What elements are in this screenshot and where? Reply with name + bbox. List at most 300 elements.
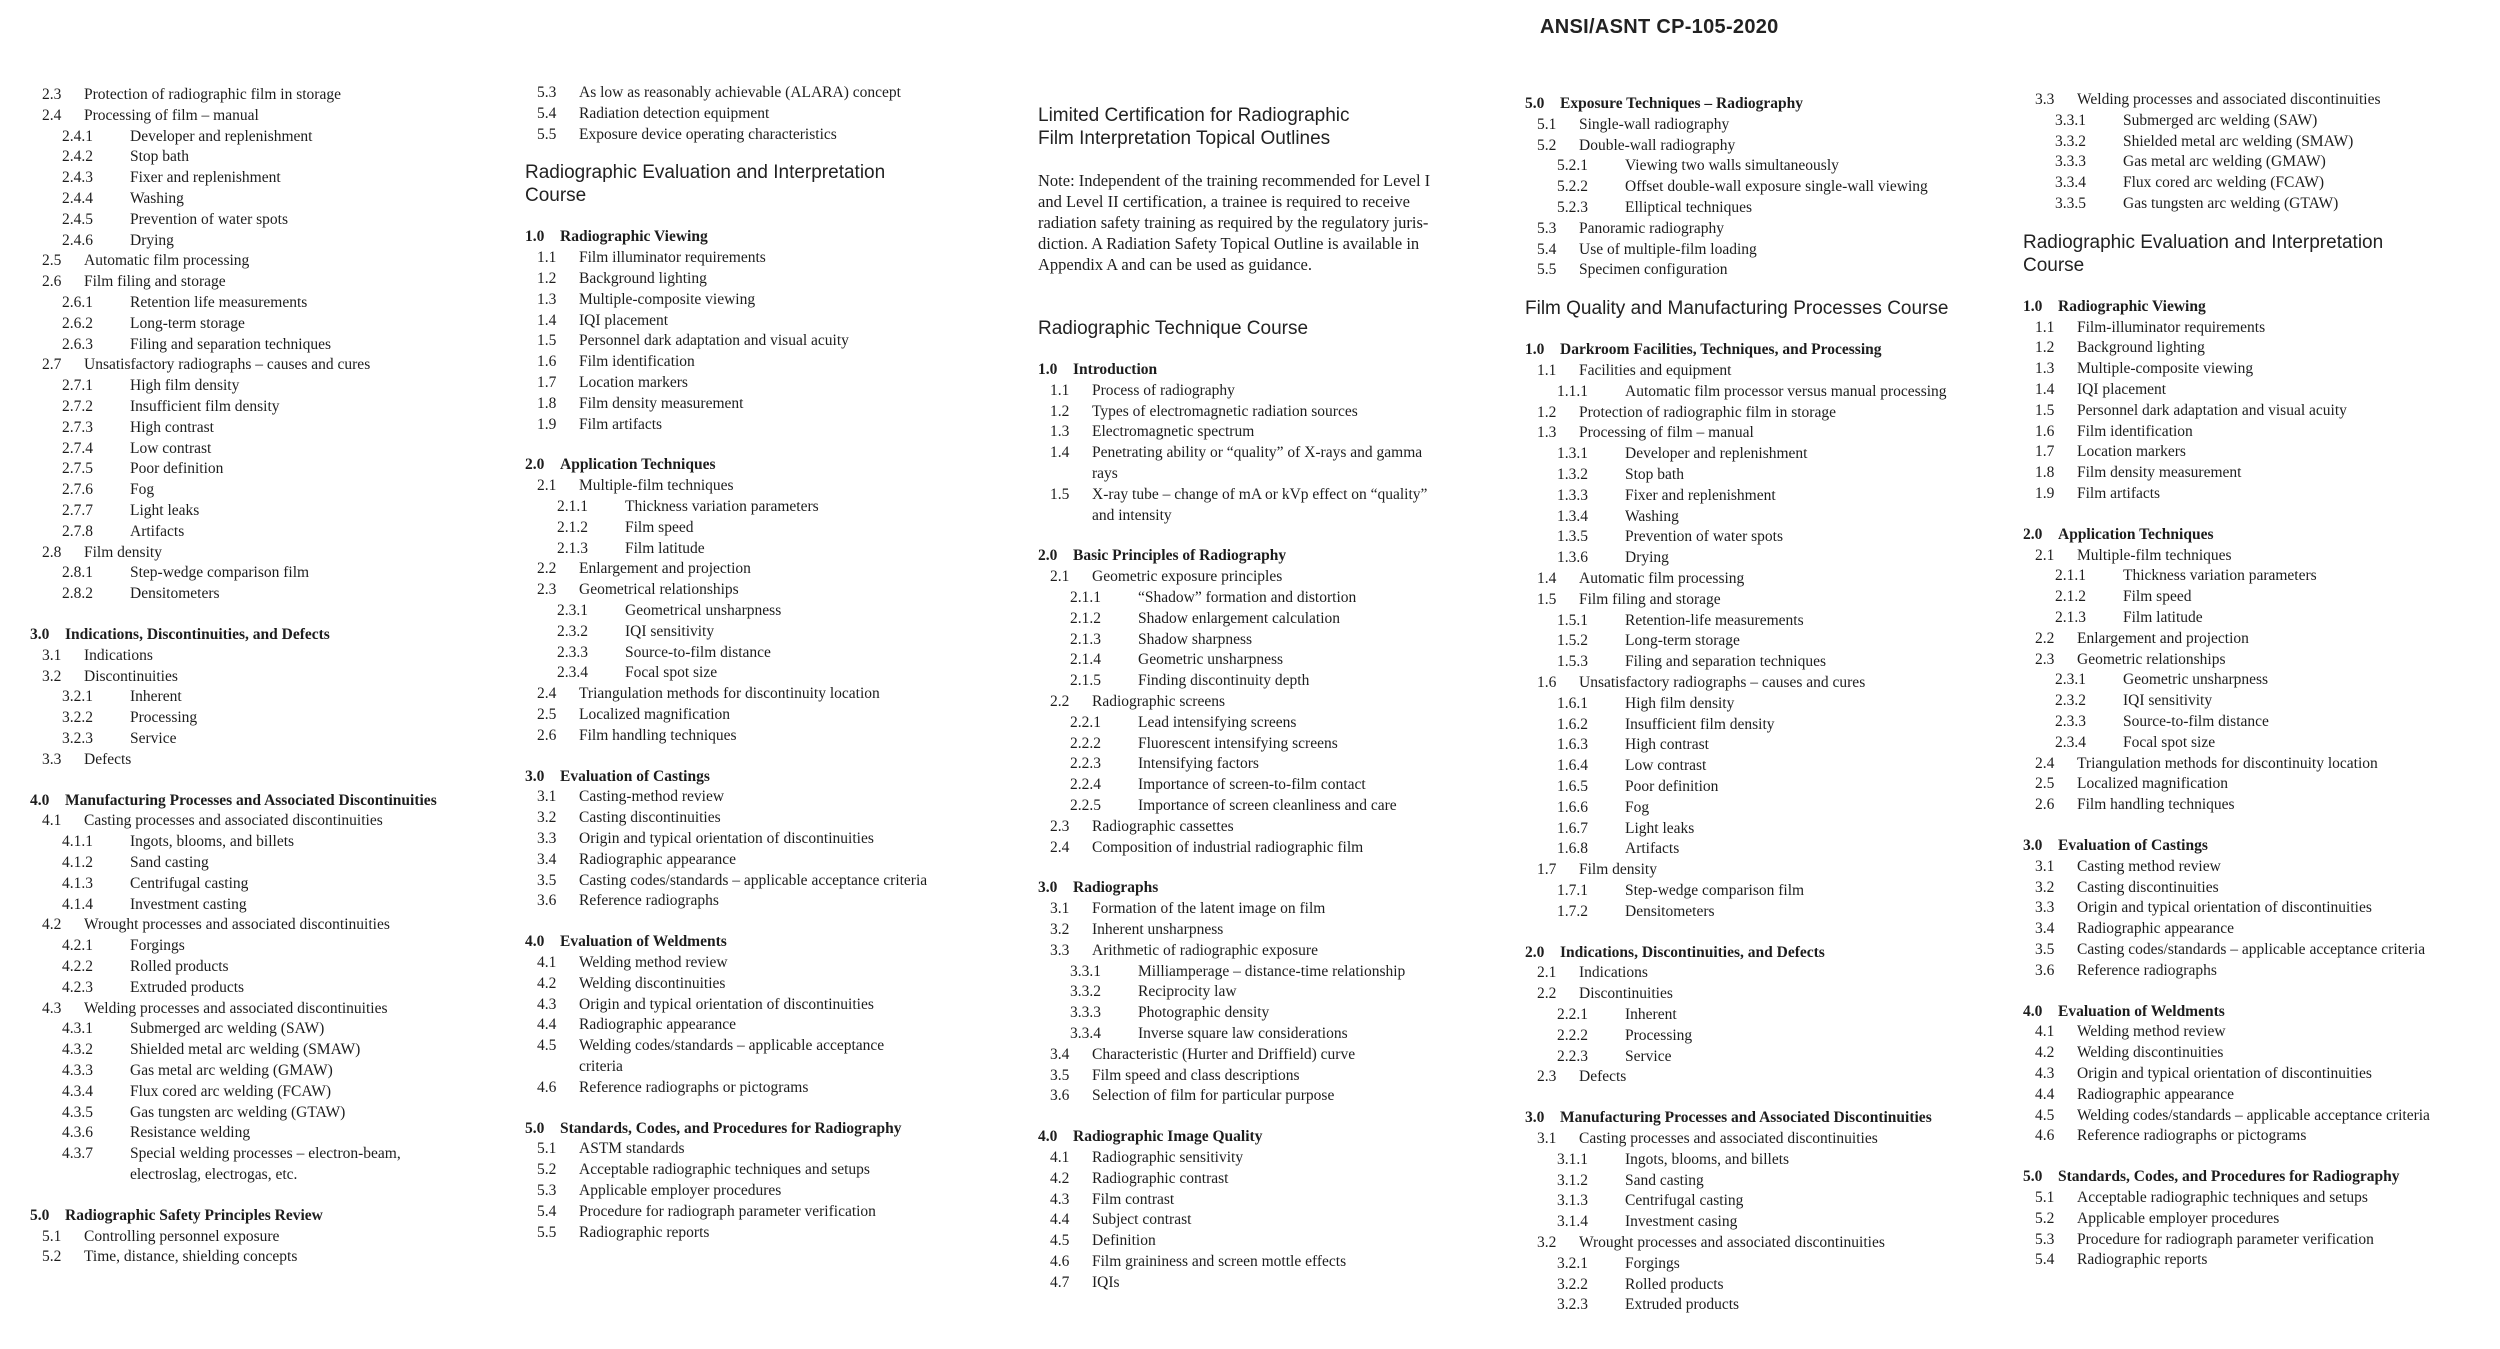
outline-text: Ingots, blooms, and billets: [1625, 1150, 1790, 1168]
outline-text: Gas metal arc welding (GMAW): [2123, 153, 2326, 171]
outline-text: Manufacturing Processes and Associated Discontinuities: [1560, 1109, 1932, 1127]
outline-text: Radiographic cassettes: [1092, 817, 1234, 835]
outline-number: 3.2: [537, 809, 557, 827]
outline-text: Film density: [84, 543, 162, 561]
outline-text: Reference radiographs or pictograms: [579, 1078, 809, 1096]
outline-text: Personnel dark adaptation and visual acuity: [2077, 401, 2347, 419]
outline-number: 2.2.5: [1070, 797, 1101, 814]
outline-text: Poor definition: [130, 460, 224, 478]
outline-number: 1.3.6: [1557, 549, 1588, 567]
section-heading: Course: [525, 185, 587, 207]
outline-text: Film artifacts: [2077, 485, 2161, 502]
outline-text: Geometric unsharpness: [1138, 651, 1284, 669]
outline-text: Evaluation of Weldments: [560, 933, 727, 951]
outline-text: Step-wedge comparison film: [130, 564, 310, 582]
outline-number: 2.6: [2035, 796, 2055, 814]
outline-text: Personnel dark adaptation and visual acuity: [579, 332, 849, 350]
outline-number: 2.0: [1038, 547, 1058, 565]
outline-text: Prevention of water spots: [1625, 528, 1783, 546]
outline-number: 5.2.3: [1557, 199, 1588, 216]
outline-number: 5.2.2: [1557, 178, 1588, 196]
outline-text: Elliptical techniques: [1625, 199, 1752, 216]
outline-number: 5.2: [537, 1161, 557, 1179]
outline-text: Submerged arc welding (SAW): [130, 1020, 325, 1038]
outline-number: 3.0: [1525, 1109, 1545, 1127]
outline-number: 3.0: [2023, 837, 2043, 854]
outline-text: Radiographic reports: [579, 1223, 710, 1241]
outline-number: 5.0: [2023, 1168, 2043, 1186]
outline-number: 1.0: [1038, 361, 1058, 378]
outline-text: Inherent: [1625, 1006, 1677, 1023]
outline-number: 5.0: [525, 1119, 545, 1137]
outline-number: 1.1: [537, 249, 557, 267]
outline-number: 1.6: [1537, 674, 1557, 691]
outline-text: Sand casting: [130, 854, 209, 871]
outline-number: 4.4: [2035, 1085, 2055, 1103]
outline-text: Radiographic screens: [1092, 693, 1225, 710]
note-paragraph-line: diction. A Radiation Safety Topical Outline is available in: [1038, 234, 1420, 253]
outline-text: Developer and replenishment: [130, 127, 313, 145]
outline-number: 3.6: [2035, 961, 2055, 979]
outline-text: Arithmetic of radiographic exposure: [1092, 941, 1318, 959]
outline-number: 1.5: [2035, 401, 2055, 419]
outline-number: 4.5: [2035, 1106, 2055, 1124]
outline-number: 2.4: [2035, 754, 2055, 772]
outline-text: Casting processes and associated discontinuities: [1579, 1130, 1878, 1147]
outline-number: 5.2.1: [1557, 157, 1588, 175]
outline-number: 2.5: [42, 252, 62, 270]
outline-text: Film density: [1579, 861, 1657, 879]
outline-text: Radiographic Image Quality: [1073, 1128, 1263, 1146]
outline-number: 3.1: [537, 788, 557, 806]
outline-number: 3.3: [1050, 941, 1070, 959]
outline-text: Welding method review: [579, 954, 728, 971]
outline-number: 2.1.3: [2055, 609, 2086, 626]
outline-number: 5.3: [537, 84, 557, 101]
outline-number: 3.0: [525, 767, 545, 785]
outline-number: 1.6: [2035, 422, 2055, 440]
outline-text: Finding discontinuity depth: [1138, 672, 1310, 690]
outline-number: 4.0: [30, 791, 50, 809]
outline-number: 3.2.2: [62, 709, 93, 727]
outline-text: Ingots, blooms, and billets: [130, 833, 295, 851]
outline-text: Background lighting: [579, 270, 707, 287]
outline-number: 5.1: [42, 1227, 62, 1245]
outline-number: 5.5: [1537, 261, 1557, 279]
outline-text: Shielded metal arc welding (SMAW): [130, 1041, 361, 1059]
outline-number: 1.7: [1537, 861, 1557, 879]
outline-text: Flux cored arc welding (FCAW): [2123, 174, 2325, 192]
outline-number: 3.0: [1038, 879, 1058, 897]
outline-text: Retention life measurements: [130, 294, 308, 311]
outline-text: Penetrating ability or “quality” of X-rays and gamma: [1092, 444, 1423, 462]
outline-number: 2.1.3: [557, 539, 588, 557]
section-heading: Radiographic Technique Course: [1038, 318, 1309, 339]
outline-text: Radiation detection equipment: [579, 104, 770, 122]
outline-text: Origin and typical orientation of discontinuities: [2077, 1065, 2372, 1082]
outline-text: Welding method review: [2077, 1023, 2226, 1041]
outline-number: 3.0: [30, 626, 50, 643]
outline-number: 1.5: [1537, 590, 1557, 608]
outline-text: Processing: [1625, 1026, 1693, 1044]
outline-text: Application Techniques: [2058, 525, 2214, 543]
outline-number: 5.2: [42, 1248, 62, 1266]
outline-number: 4.3.7: [62, 1145, 93, 1163]
outline-number: 1.6.6: [1557, 798, 1588, 816]
outline-text: Applicable employer procedures: [579, 1182, 782, 1199]
outline-text: Standards, Codes, and Procedures for Radiography: [560, 1119, 902, 1137]
outline-text: Indications, Discontinuities, and Defects: [1560, 943, 1825, 961]
outline-number: 2.1.1: [1070, 589, 1101, 606]
outline-text: Reference radiographs or pictograms: [2077, 1127, 2307, 1145]
outline-text: Rolled products: [130, 958, 229, 975]
outline-text: Centrifugal casting: [1625, 1192, 1744, 1210]
outline-number: 1.6.3: [1557, 736, 1588, 754]
outline-text: Automatic film processor versus manual processing: [1625, 382, 1947, 400]
outline-number: 3.1: [42, 646, 62, 664]
outline-number: 3.2.2: [1557, 1275, 1588, 1293]
outline-text: Welding discontinuities: [2077, 1044, 2224, 1062]
note-paragraph-line: radiation safety training as required by the regulatory juris-: [1038, 213, 1429, 232]
outline-number: 5.0: [1525, 95, 1545, 112]
outline-text: Localized magnification: [2077, 775, 2229, 793]
outline-text: Inverse square law considerations: [1138, 1025, 1348, 1042]
outline-number: 4.3.1: [62, 1020, 93, 1038]
outline-text: Controlling personnel exposure: [84, 1227, 280, 1245]
outline-text: Artifacts: [130, 522, 185, 540]
note-paragraph-line: and Level II certification, a trainee is required to receive: [1038, 192, 1410, 211]
outline-number: 2.1: [1537, 964, 1557, 982]
outline-number: 4.3: [537, 995, 557, 1013]
outline-text: Shadow enlargement calculation: [1138, 609, 1341, 627]
outline-number: 4.1.1: [62, 833, 93, 851]
outline-number: 5.4: [2035, 1251, 2055, 1269]
outline-text: Film filing and storage: [84, 273, 226, 291]
outline-number: 4.6: [1050, 1253, 1070, 1270]
outline-number: 2.6: [537, 726, 557, 744]
outline-text: Welding processes and associated discontinuities: [84, 999, 388, 1017]
outline-number: 2.2: [537, 560, 557, 578]
outline-number: 1.5.3: [1557, 653, 1588, 671]
outline-number: 4.3: [42, 999, 62, 1017]
outline-text: Fog: [130, 481, 155, 499]
outline-number: 4.0: [525, 933, 545, 951]
outline-text: Manufacturing Processes and Associated Discontinuities: [65, 791, 437, 809]
outline-text: Fluorescent intensifying screens: [1138, 734, 1338, 752]
outline-number: 1.9: [2035, 485, 2055, 502]
outline-text: Multiple-film techniques: [579, 477, 734, 495]
outline-text: Intensifying factors: [1138, 755, 1259, 773]
outline-text: Characteristic (Hurter and Driffield) curve: [1092, 1045, 1356, 1063]
outline-text: Importance of screen cleanliness and care: [1138, 797, 1397, 814]
outline-text: Origin and typical orientation of discontinuities: [2077, 899, 2372, 917]
outline-number: 4.3: [1050, 1190, 1070, 1208]
outline-number: 1.4: [1050, 444, 1070, 462]
outline-number: 1.6.7: [1557, 819, 1588, 837]
outline-number: 2.8.2: [62, 585, 93, 603]
outline-text: Step-wedge comparison film: [1625, 882, 1805, 899]
outline-number: 2.1.2: [1070, 609, 1101, 627]
outline-number: 2.3: [1537, 1068, 1557, 1086]
outline-text: Gas tungsten arc welding (GTAW): [2123, 195, 2339, 212]
outline-text: Film density measurement: [579, 394, 744, 412]
outline-number: 4.3.6: [62, 1124, 93, 1142]
document-header: ANSI/ASNT CP-105-2020: [1540, 16, 1779, 38]
outline-text: Offset double-wall exposure single-wall viewing: [1625, 178, 1928, 196]
outline-text: Service: [130, 730, 177, 747]
outline-number: 3.3.1: [2055, 111, 2086, 129]
outline-text: Triangulation methods for discontinuity location: [579, 685, 880, 703]
outline-number: 3.3.4: [2055, 174, 2086, 192]
outline-text: Film latitude: [2123, 609, 2203, 626]
outline-text: “Shadow” formation and distortion: [1138, 589, 1357, 606]
outline-text: Washing: [1625, 507, 1679, 525]
outline-text: Casting codes/standards – applicable acceptance criteria: [579, 871, 928, 889]
outline-text: Protection of radiographic film in storage: [1579, 403, 1836, 421]
outline-number: 2.0: [2023, 525, 2043, 543]
outline-number: 3.2: [1537, 1234, 1557, 1251]
outline-text: Drying: [130, 231, 174, 249]
outline-text: Welding discontinuities: [579, 974, 726, 992]
outline-number: 3.4: [2035, 920, 2055, 938]
outline-number: 2.7.4: [62, 439, 93, 457]
outline-number: 4.1: [1050, 1149, 1070, 1166]
outline-text: Standards, Codes, and Procedures for Radiography: [2058, 1168, 2400, 1186]
outline-number: 2.7.2: [62, 398, 93, 415]
outline-text: Radiographs: [1073, 879, 1159, 897]
outline-number: 4.2: [1050, 1169, 1070, 1187]
outline-text: Stop bath: [1625, 466, 1684, 483]
outline-number: 1.3.2: [1557, 466, 1588, 483]
outline-text: Automatic film processing: [84, 252, 250, 270]
outline-number: 1.5.1: [1557, 611, 1588, 629]
outline-number: 2.4.3: [62, 169, 93, 187]
outline-number: 3.2.1: [62, 688, 93, 706]
outline-text: Developer and replenishment: [1625, 445, 1808, 463]
outline-number: 2.3: [537, 581, 557, 599]
outline-text: IQI placement: [2077, 381, 2167, 398]
outline-number: 3.6: [537, 892, 557, 910]
outline-text: Applicable employer procedures: [2077, 1209, 2280, 1227]
outline-text: Radiographic Viewing: [560, 228, 708, 246]
outline-number: 2.4.5: [62, 210, 93, 228]
outline-text: Film speed: [625, 518, 694, 536]
outline-text: Reciprocity law: [1138, 983, 1237, 1001]
outline-number: 2.4: [1050, 838, 1070, 856]
outline-text: Geometric unsharpness: [2123, 671, 2269, 689]
outline-number: 2.3.3: [557, 643, 588, 661]
outline-number: 5.0: [30, 1206, 50, 1224]
outline-text: Acceptable radiographic techniques and setups: [2077, 1189, 2368, 1206]
outline-number: 1.7: [2035, 443, 2055, 461]
outline-number: 1.3.3: [1557, 486, 1588, 504]
section-heading: Radiographic Evaluation and Interpretation: [2023, 231, 2384, 253]
outline-text: Panoramic radiography: [1579, 219, 1725, 237]
outline-text: Radiographic sensitivity: [1092, 1149, 1244, 1166]
outline-text: Geometric exposure principles: [1092, 568, 1283, 586]
outline-text: IQIs: [1092, 1273, 1120, 1291]
outline-number: 1.5: [537, 332, 557, 350]
outline-number: 3.5: [537, 871, 557, 889]
outline-text: Film contrast: [1092, 1190, 1175, 1208]
outline-number: 2.1.2: [557, 518, 588, 536]
outline-number: 1.7.1: [1557, 882, 1588, 899]
outline-text: Wrought processes and associated discontinuities: [1579, 1234, 1885, 1251]
outline-number: 4.3.4: [62, 1082, 93, 1100]
outline-number: 1.8: [537, 394, 557, 412]
outline-text: rays: [1092, 465, 1118, 482]
outline-number: 1.5.2: [1557, 632, 1588, 650]
outline-text: Processing of film – manual: [1579, 424, 1754, 442]
outline-number: 4.3.3: [62, 1062, 93, 1079]
outline-text: Source-to-film distance: [625, 643, 771, 661]
outline-number: 2.7: [42, 356, 62, 374]
outline-number: 2.2: [1537, 985, 1557, 1003]
outline-text: Source-to-film distance: [2123, 713, 2269, 730]
outline-text: Subject contrast: [1092, 1211, 1192, 1229]
outline-number: 3.2: [42, 667, 62, 685]
outline-text: Film density measurement: [2077, 464, 2242, 482]
outline-text: Radiographic appearance: [2077, 920, 2235, 938]
outline-number: 5.3: [1537, 219, 1557, 237]
outline-number: 2.6.3: [62, 335, 93, 353]
outline-number: 2.3.4: [557, 664, 588, 682]
outline-text: Insufficient film density: [130, 398, 280, 415]
outline-number: 4.1: [42, 812, 62, 830]
outline-number: 3.2.1: [1557, 1254, 1588, 1272]
outline-text: Basic Principles of Radiography: [1073, 547, 1287, 565]
outline-text: Enlargement and projection: [579, 560, 751, 578]
outline-text: Geometrical unsharpness: [625, 602, 782, 619]
outline-number: 4.3: [2035, 1065, 2055, 1082]
outline-number: 1.1: [2035, 318, 2055, 336]
outline-text: Acceptable radiographic techniques and setups: [579, 1161, 870, 1179]
outline-text: Fog: [1625, 798, 1650, 816]
outline-text: Electromagnetic spectrum: [1092, 423, 1255, 441]
outline-text: Reference radiographs: [2077, 961, 2217, 979]
outline-number: 2.0: [525, 456, 545, 474]
outline-number: 4.3.5: [62, 1103, 93, 1121]
outline-text: Insufficient film density: [1625, 715, 1775, 733]
outline-text: criteria: [579, 1058, 623, 1075]
outline-text: Automatic film processing: [1579, 570, 1745, 587]
outline-text: Film graininess and screen mottle effects: [1092, 1253, 1347, 1270]
outline-number: 5.4: [537, 1202, 557, 1220]
outline-number: 3.1.3: [1557, 1192, 1588, 1210]
outline-text: Enlargement and projection: [2077, 629, 2249, 647]
outline-text: Radiographic appearance: [2077, 1085, 2235, 1103]
outline-number: 4.2.2: [62, 958, 93, 975]
outline-text: Filing and separation techniques: [1625, 653, 1827, 671]
outline-number: 2.4: [42, 106, 62, 124]
outline-number: 2.2.1: [1557, 1006, 1588, 1023]
outline-text: Introduction: [1073, 361, 1158, 378]
outline-number: 1.4: [537, 311, 557, 329]
outline-text: Radiographic contrast: [1092, 1169, 1229, 1187]
outline-text: IQI sensitivity: [625, 622, 715, 640]
outline-text: Special welding processes – electron-beam,: [130, 1145, 401, 1163]
outline-number: 2.0: [1525, 943, 1545, 961]
outline-number: 2.4: [537, 685, 557, 703]
outline-number: 2.1.3: [1070, 630, 1101, 648]
note-paragraph-line: Note: Independent of the training recommended for Level I: [1038, 171, 1431, 190]
outline-text: Casting method review: [2077, 857, 2221, 875]
outline-text: High contrast: [1625, 736, 1709, 754]
outline-text: Focal spot size: [2123, 733, 2216, 751]
outline-number: 5.1: [2035, 1189, 2055, 1206]
outline-text: Importance of screen-to-film contact: [1138, 776, 1366, 794]
outline-number: 5.3: [537, 1182, 557, 1199]
outline-number: 3.2.3: [1557, 1296, 1588, 1314]
outline-text: Exposure Techniques – Radiography: [1560, 95, 1804, 112]
outline-text: Geometric relationships: [2077, 650, 2226, 668]
outline-text: Casting discontinuities: [579, 809, 721, 827]
outline-number: 1.2: [2035, 339, 2055, 357]
outline-text: Unsatisfactory radiographs – causes and cures: [84, 356, 371, 374]
outline-text: Artifacts: [1625, 840, 1680, 858]
outline-number: 1.2: [1537, 403, 1557, 421]
outline-number: 3.3: [537, 830, 557, 847]
outline-text: Evaluation of Weldments: [2058, 1002, 2225, 1020]
outline-text: Inherent unsharpness: [1092, 921, 1224, 938]
outline-text: Radiographic Safety Principles Review: [65, 1206, 323, 1224]
outline-text: Gas metal arc welding (GMAW): [130, 1062, 333, 1079]
outline-text: IQI placement: [579, 311, 669, 329]
outline-number: 2.3.2: [557, 622, 588, 640]
outline-text: Specimen configuration: [1579, 261, 1728, 279]
outline-text: Film artifacts: [579, 415, 663, 433]
outline-number: 2.1: [1050, 568, 1070, 586]
outline-number: 3.1.1: [1557, 1150, 1588, 1168]
outline-number: 2.3: [1050, 817, 1070, 835]
outline-number: 3.3.5: [2055, 195, 2086, 212]
outline-number: 4.7: [1050, 1273, 1070, 1291]
outline-text: As low as reasonably achievable (ALARA) concept: [579, 84, 901, 101]
outline-text: Definition: [1092, 1232, 1156, 1250]
outline-text: Single-wall radiography: [1579, 115, 1730, 133]
outline-text: Casting discontinuities: [2077, 878, 2219, 896]
outline-number: 3.5: [2035, 941, 2055, 958]
outline-number: 1.6: [537, 353, 557, 371]
outline-number: 2.1.4: [1070, 651, 1101, 669]
outline-number: 2.2.2: [1557, 1026, 1588, 1044]
outline-text: Shielded metal arc welding (SMAW): [2123, 132, 2354, 150]
outline-text: Rolled products: [1625, 1275, 1724, 1293]
outline-number: 2.2: [1050, 693, 1070, 710]
outline-number: 1.9: [537, 415, 557, 433]
outline-number: 4.0: [2023, 1002, 2043, 1020]
outline-text: Poor definition: [1625, 778, 1719, 795]
outline-text: Low contrast: [130, 439, 212, 457]
outline-text: Extruded products: [1625, 1296, 1740, 1314]
outline-text: High film density: [130, 377, 240, 395]
outline-text: Long-term storage: [130, 314, 245, 332]
outline-text: Composition of industrial radiographic film: [1092, 838, 1364, 856]
outline-text: Washing: [130, 190, 184, 207]
section-heading: Radiographic Evaluation and Interpretation: [525, 162, 886, 184]
outline-number: 5.1: [537, 1140, 557, 1158]
outline-number: 3.2: [1050, 921, 1070, 938]
outline-text: Drying: [1625, 549, 1669, 567]
outline-number: 2.2.2: [1070, 734, 1101, 752]
outline-text: Welding processes and associated discontinuities: [2077, 91, 2381, 108]
outline-number: 1.0: [1525, 341, 1545, 359]
outline-text: Unsatisfactory radiographs – causes and cures: [1579, 674, 1866, 691]
outline-text: Low contrast: [1625, 757, 1707, 775]
outline-text: Radiographic appearance: [579, 1016, 737, 1034]
outline-text: Evaluation of Castings: [2058, 837, 2208, 854]
outline-number: 4.4: [1050, 1211, 1070, 1229]
